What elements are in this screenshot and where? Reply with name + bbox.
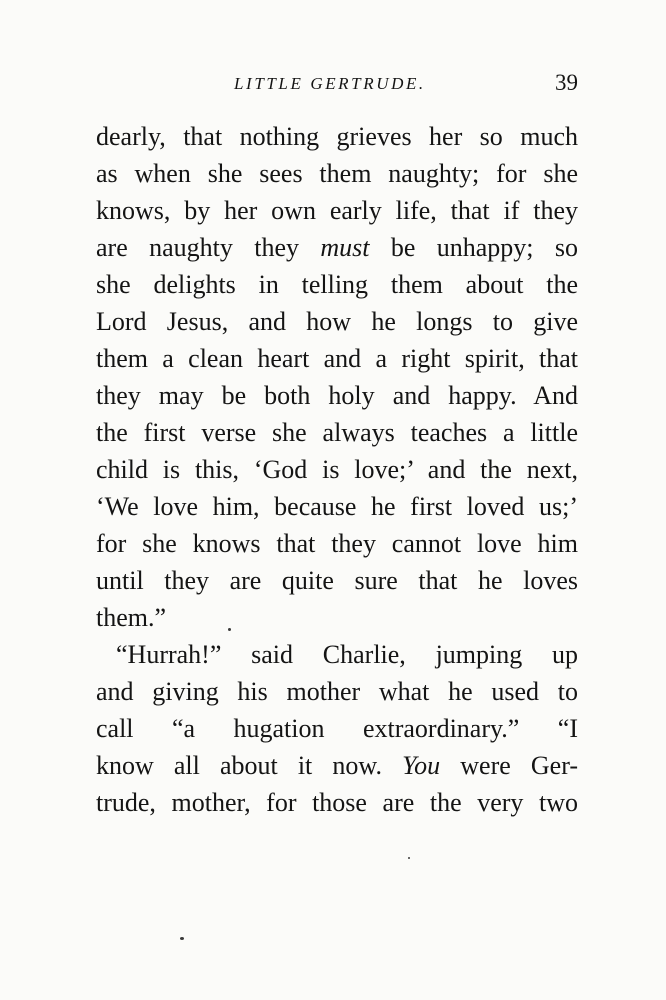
- text-line: [96, 303, 578, 340]
- text-line: [96, 340, 578, 377]
- italic-word: must: [320, 233, 370, 262]
- text-line: [96, 562, 578, 599]
- text-run: the first verse she always teaches a little: [96, 418, 578, 447]
- text-line: [96, 118, 578, 155]
- text-line: [96, 229, 578, 266]
- text-run: Lord Jesus, and how he longs to give: [96, 307, 578, 336]
- text-run: they may be both holy and happy. And: [96, 381, 578, 410]
- text-run: are naughty they: [96, 233, 321, 262]
- text-run: until they are quite sure that he loves: [96, 566, 578, 595]
- text-line: [96, 414, 578, 451]
- text-line: [96, 636, 578, 673]
- ink-speck: [408, 857, 410, 859]
- text-line: [96, 784, 578, 821]
- text-line: [96, 192, 578, 229]
- text-run: dearly, that nothing grieves her so much: [96, 122, 578, 151]
- ink-speck: [180, 937, 184, 940]
- text-line: [96, 747, 578, 784]
- body-text: [96, 118, 578, 821]
- text-run: were Ger-: [440, 751, 578, 780]
- text-line: [96, 710, 578, 747]
- text-run: be unhappy; so: [369, 233, 579, 262]
- text-run: she delights in telling them about the: [96, 270, 578, 299]
- text-line: [96, 451, 578, 488]
- text-run: know all about it now.: [96, 751, 403, 780]
- ink-speck: [228, 628, 231, 631]
- text-line: [96, 377, 578, 414]
- text-run: child is this, ‘God is love;’ and the next,: [96, 455, 578, 484]
- text-run: trude, mother, for those are the very two: [96, 788, 578, 817]
- text-line: [96, 525, 578, 562]
- text-run: call “a hugation extraordinary.” “I: [96, 714, 578, 743]
- text-run: and giving his mother what he used to: [96, 677, 578, 706]
- text-line: [96, 155, 578, 192]
- text-line: [96, 673, 578, 710]
- text-run: them a clean heart and a right spirit, that: [96, 344, 578, 373]
- text-run: knows, by her own early life, that if they: [96, 196, 578, 225]
- page-header: [96, 70, 578, 104]
- text-run: as when she sees them naughty; for she: [96, 159, 578, 188]
- text-line: [96, 266, 578, 303]
- page-number: 39: [555, 70, 578, 95]
- italic-word: You: [402, 751, 441, 780]
- text-run: for she knows that they cannot love him: [96, 529, 578, 558]
- running-title: LITTLE GERTRUDE.: [234, 74, 426, 93]
- text-line: [96, 488, 578, 525]
- text-run: “Hurrah!” said Charlie, jumping up: [116, 640, 578, 669]
- text-run: them.”: [96, 603, 167, 632]
- text-line: [96, 599, 578, 636]
- text-run: ‘We love him, because he first loved us;’: [96, 492, 578, 521]
